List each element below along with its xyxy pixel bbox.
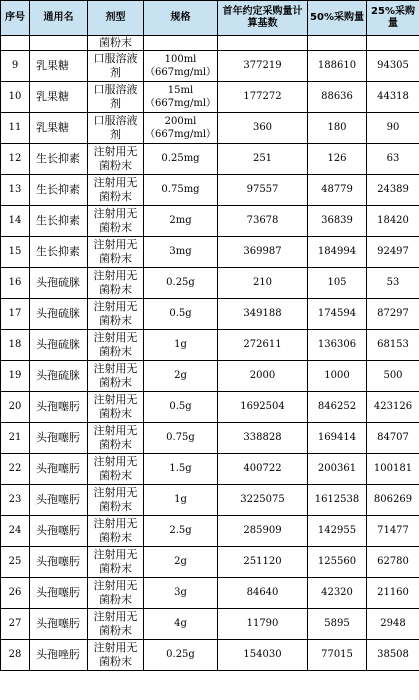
cell-spec: 1g — [144, 485, 218, 516]
cell-base: 400722 — [218, 454, 308, 485]
header-spec: 规格 — [144, 1, 218, 36]
cell-quarter: 71477 — [367, 516, 419, 547]
cell-base: 1692504 — [218, 392, 308, 423]
cell-name: 头孢噻肟 — [30, 578, 88, 609]
cell-half: 169414 — [308, 423, 367, 454]
cell-index: 16 — [1, 268, 30, 299]
header-base: 首年约定采购量计算基数 — [218, 1, 308, 36]
cell-base: 177272 — [218, 82, 308, 113]
cell-spec — [144, 36, 218, 51]
cell-index: 13 — [1, 175, 30, 206]
cell-form: 注射用无菌粉末 — [88, 175, 144, 206]
table-row — [1, 578, 419, 609]
cell-half: 1612538 — [308, 485, 367, 516]
cell-spec: 2mg — [144, 206, 218, 237]
cell-index: 23 — [1, 485, 30, 516]
cell-quarter: 38508 — [367, 640, 419, 671]
table-row — [1, 454, 419, 485]
cell-base — [218, 36, 308, 51]
cell-form: 口服溶液剂 — [88, 51, 144, 82]
cell-quarter: 18420 — [367, 206, 419, 237]
cell-index: 20 — [1, 392, 30, 423]
cell-half: 200361 — [308, 454, 367, 485]
cell-spec: 2.5g — [144, 516, 218, 547]
cell-form: 注射用无菌粉末 — [88, 144, 144, 175]
cell-base: 73678 — [218, 206, 308, 237]
cell-spec: 0.5g — [144, 299, 218, 330]
cell-name: 生长抑素 — [30, 144, 88, 175]
cell-index: 26 — [1, 578, 30, 609]
cell-half: 142955 — [308, 516, 367, 547]
cell-quarter: 2948 — [367, 609, 419, 640]
cell-form: 注射用无菌粉末 — [88, 299, 144, 330]
cell-index: 10 — [1, 82, 30, 113]
table-row — [1, 330, 419, 361]
cell-spec: 1.5g — [144, 454, 218, 485]
header-row — [1, 1, 419, 36]
cell-base: 3225075 — [218, 485, 308, 516]
header-form: 剂型 — [88, 1, 144, 36]
cell-base: 251120 — [218, 547, 308, 578]
table-row — [1, 206, 419, 237]
cell-name: 头孢噻肟 — [30, 454, 88, 485]
cell-index: 19 — [1, 361, 30, 392]
table-row — [1, 51, 419, 82]
cell-name: 头孢噻肟 — [30, 516, 88, 547]
cell-half: 77015 — [308, 640, 367, 671]
cell-base: 377219 — [218, 51, 308, 82]
cell-name: 乳果糖 — [30, 113, 88, 144]
cell-base: 285909 — [218, 516, 308, 547]
cell-base: 272611 — [218, 330, 308, 361]
cell-name: 头孢硫脒 — [30, 361, 88, 392]
cell-half: 42320 — [308, 578, 367, 609]
table-row — [1, 392, 419, 423]
cell-form: 注射用无菌粉末 — [88, 206, 144, 237]
cell-half: 136306 — [308, 330, 367, 361]
cell-spec: 1g — [144, 330, 218, 361]
cell-base: 84640 — [218, 578, 308, 609]
cell-quarter: 24389 — [367, 175, 419, 206]
cell-form: 注射用无菌粉末 — [88, 454, 144, 485]
cell-spec: 0.25mg — [144, 144, 218, 175]
table-body — [1, 36, 419, 671]
cell-name: 头孢噻肟 — [30, 485, 88, 516]
cell-half: 36839 — [308, 206, 367, 237]
cell-spec: 3mg — [144, 237, 218, 268]
table-header — [1, 1, 419, 36]
cell-name: 乳果糖 — [30, 82, 88, 113]
cell-form: 注射用无菌粉末 — [88, 361, 144, 392]
cell-half: 5895 — [308, 609, 367, 640]
cell-quarter: 500 — [367, 361, 419, 392]
cell-form: 注射用无菌粉末 — [88, 516, 144, 547]
cell-form: 注射用无菌粉末 — [88, 330, 144, 361]
cell-index: 11 — [1, 113, 30, 144]
cell-base: 97557 — [218, 175, 308, 206]
cell-quarter: 100181 — [367, 454, 419, 485]
cell-index: 27 — [1, 609, 30, 640]
cell-spec: 2g — [144, 361, 218, 392]
table-row — [1, 423, 419, 454]
cell-quarter: 44318 — [367, 82, 419, 113]
cell-quarter: 53 — [367, 268, 419, 299]
cell-quarter: 84707 — [367, 423, 419, 454]
cell-spec: 0.5g — [144, 392, 218, 423]
cell-name: 生长抑素 — [30, 237, 88, 268]
cell-spec: 4g — [144, 609, 218, 640]
cell-half — [308, 36, 367, 51]
table-row — [1, 609, 419, 640]
cell-name: 头孢噻肟 — [30, 547, 88, 578]
cell-quarter: 63 — [367, 144, 419, 175]
cell-half: 184994 — [308, 237, 367, 268]
table-row — [1, 175, 419, 206]
cell-half: 126 — [308, 144, 367, 175]
cell-form: 口服溶液剂 — [88, 113, 144, 144]
cell-spec: 0.75mg — [144, 175, 218, 206]
cell-index: 9 — [1, 51, 30, 82]
cell-base: 360 — [218, 113, 308, 144]
cell-name: 头孢噻肟 — [30, 609, 88, 640]
cell-name: 头孢噻肟 — [30, 423, 88, 454]
cell-spec: 0.25g — [144, 640, 218, 671]
cell-index: 12 — [1, 144, 30, 175]
cell-base: 154030 — [218, 640, 308, 671]
table-row — [1, 361, 419, 392]
cell-quarter: 62780 — [367, 547, 419, 578]
cell-form: 注射用无菌粉末 — [88, 578, 144, 609]
cell-form: 注射用无菌粉末 — [88, 609, 144, 640]
cell-quarter: 90 — [367, 113, 419, 144]
cell-form: 注射用无菌粉末 — [88, 237, 144, 268]
header-index: 序号 — [1, 1, 30, 36]
cell-spec: 3g — [144, 578, 218, 609]
header-quarter: 25%采购量 — [367, 1, 419, 36]
cell-base: 11790 — [218, 609, 308, 640]
cell-index: 21 — [1, 423, 30, 454]
cell-half: 105 — [308, 268, 367, 299]
cell-quarter: 806269 — [367, 485, 419, 516]
cell-form: 注射用无菌粉末 — [88, 392, 144, 423]
cell-form: 注射用无菌粉末 — [88, 640, 144, 671]
cell-half: 174594 — [308, 299, 367, 330]
cell-half: 1000 — [308, 361, 367, 392]
cell-index: 17 — [1, 299, 30, 330]
cell-index: 18 — [1, 330, 30, 361]
cell-quarter: 68153 — [367, 330, 419, 361]
cell-base: 338828 — [218, 423, 308, 454]
cell-name: 乳果糖 — [30, 51, 88, 82]
table-row — [1, 113, 419, 144]
cell-index: 14 — [1, 206, 30, 237]
cell-form: 注射用无菌粉末 — [88, 423, 144, 454]
cell-quarter: 21160 — [367, 578, 419, 609]
cell-half: 48779 — [308, 175, 367, 206]
cell-name: 生长抑素 — [30, 175, 88, 206]
cell-spec: 2g — [144, 547, 218, 578]
cell-name: 头孢唑肟 — [30, 640, 88, 671]
header-name: 通用名 — [30, 1, 88, 36]
header-half: 50%采购量 — [308, 1, 367, 36]
cell-index: 24 — [1, 516, 30, 547]
cell-form: 注射用无菌粉末 — [88, 268, 144, 299]
table-row — [1, 237, 419, 268]
cell-base: 251 — [218, 144, 308, 175]
cell-spec: 200ml（667mg/ml） — [144, 113, 218, 144]
cell-half: 188610 — [308, 51, 367, 82]
cell-index: 22 — [1, 454, 30, 485]
cell-name — [30, 36, 88, 51]
cell-quarter: 92497 — [367, 237, 419, 268]
cell-form: 注射用无菌粉末 — [88, 547, 144, 578]
table-row — [1, 485, 419, 516]
table-row — [1, 299, 419, 330]
cell-spec: 100ml（667mg/ml） — [144, 51, 218, 82]
cell-index — [1, 36, 30, 51]
cell-name: 头孢硫脒 — [30, 330, 88, 361]
cell-index: 25 — [1, 547, 30, 578]
table-row — [1, 640, 419, 671]
cell-spec: 15ml（667mg/ml） — [144, 82, 218, 113]
table-row — [1, 547, 419, 578]
table-row-partial — [1, 36, 419, 51]
cell-base: 369987 — [218, 237, 308, 268]
cell-name: 头孢硫脒 — [30, 268, 88, 299]
cell-half: 846252 — [308, 392, 367, 423]
cell-quarter: 94305 — [367, 51, 419, 82]
cell-form: 口服溶液剂 — [88, 82, 144, 113]
cell-index: 28 — [1, 640, 30, 671]
table-row — [1, 516, 419, 547]
cell-form: 注射用无菌粉末 — [88, 485, 144, 516]
cell-base: 2000 — [218, 361, 308, 392]
table-row — [1, 268, 419, 299]
cell-quarter: 423126 — [367, 392, 419, 423]
cell-quarter: 87297 — [367, 299, 419, 330]
table-row — [1, 82, 419, 113]
cell-half: 180 — [308, 113, 367, 144]
cell-half: 125560 — [308, 547, 367, 578]
cell-index: 15 — [1, 237, 30, 268]
cell-base: 349188 — [218, 299, 308, 330]
cell-name: 生长抑素 — [30, 206, 88, 237]
cell-name: 头孢硫脒 — [30, 299, 88, 330]
cell-name: 头孢噻肟 — [30, 392, 88, 423]
cell-spec: 0.25g — [144, 268, 218, 299]
cell-half: 88636 — [308, 82, 367, 113]
table-row — [1, 144, 419, 175]
cell-quarter — [367, 36, 419, 51]
cell-base: 210 — [218, 268, 308, 299]
cell-spec: 0.75g — [144, 423, 218, 454]
cell-form: 菌粉末 — [88, 36, 144, 51]
